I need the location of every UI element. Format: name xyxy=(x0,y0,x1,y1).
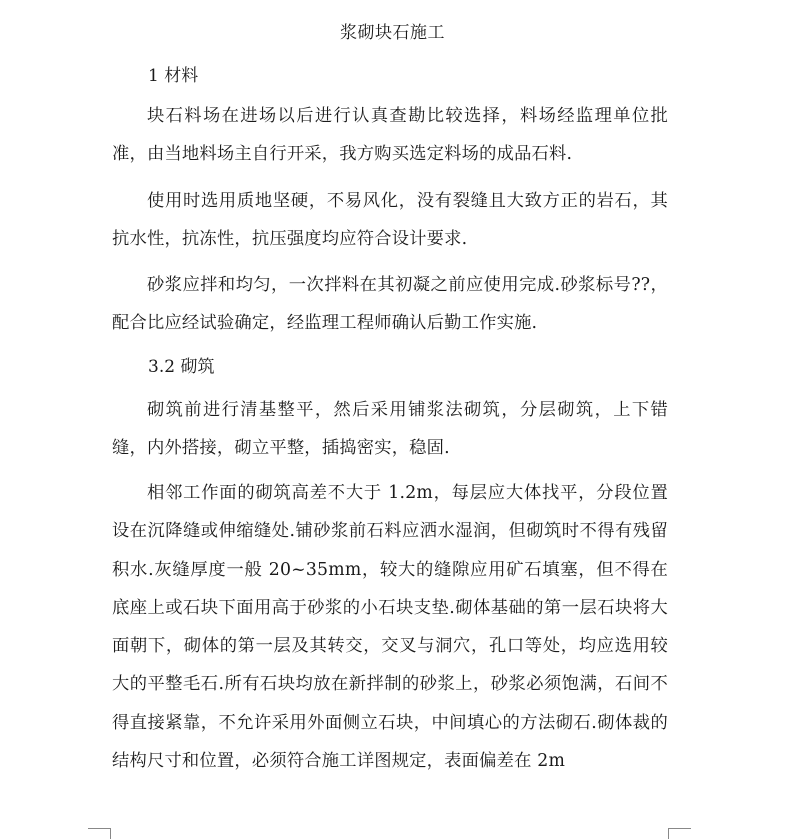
page-corner-mark-left xyxy=(88,828,111,839)
section-heading-masonry: 3.2 砌筑 xyxy=(148,357,215,377)
document-title: 浆砌块石施工 xyxy=(340,23,445,43)
paragraph-quarry: 块石料场在进场以后进行认真查勘比较选择，料场经监理单位批准，由当地料场主自行开采，我方购买选定料场的成品石料. xyxy=(112,106,668,165)
page-corner-mark-right xyxy=(668,828,691,839)
paragraph-stone-quality: 使用时选用质地坚硬，不易风化，没有裂缝且大致方正的岩石，其抗水性，抗冻性，抗压强度均应符合设计要求. xyxy=(112,191,668,250)
paragraph-mortar: 砂浆应拌和均匀，一次拌料在其初凝之前应使用完成.砂浆标号??，配合比应经试验确定，经监理工程师确认后勤工作实施. xyxy=(112,275,668,334)
paragraph-masonry-prep: 砌筑前进行清基整平，然后采用铺浆法砌筑，分层砌筑，上下错缝，内外搭接，砌立平整，插捣密实，稳固. xyxy=(112,400,668,459)
paragraph-masonry-rules: 相邻工作面的砌筑高差不大于 1.2m，每层应大体找平，分段位置设在沉降缝或伸缩缝处.铺砂浆前石料应洒水湿润，但砌筑时不得有残留积水.灰缝厚度一般 20~35mm，较大的缝隙应用矿石填塞，但不得在底座上或石块下面用高于砂浆的小石块支垫.砌体基础的第一层石块将大面朝下，砌体的第一层及其转交，交叉与洞穴，孔口等处，均应选用较大的平整毛石.所有石块均放在新拌制的砂浆上，砂浆必须饱满，石间不得直接紧靠，不允许采用外面侧立石块，中间填心的方法砌石.砌体裁的结构尺寸和位置，必须符合施工详图规定，表面偏差在 2m xyxy=(112,483,668,772)
section-heading-materials: 1 材料 xyxy=(148,66,199,86)
